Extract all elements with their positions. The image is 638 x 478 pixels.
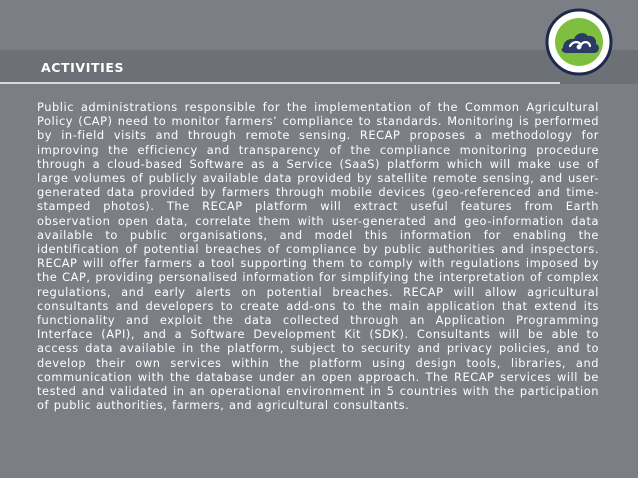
- activities-description: Public administrations responsible for the implementation of the Common Agricultural Policy (CAP) need to monitor farmers’ compliance to standards. Monitoring is performed by in-field visits and through remote sensing. RECAP proposes a methodology for improving the efficiency and transparency of the compliance monitoring procedure through a cloud-based Software as a Service (SaaS) platform which will make use of large volumes of publicly available data provided by satellite remote sensing, and user-generated data provided by farmers through mobile devices (geo-referenced and time-stamped photos). The RECAP platform will extract useful features from Earth observation open data, correlate them with user-generated and geo-information data available to public organisations, and model this information for enabling the identification of potential breaches of compliance by public authorities and inspectors. RECAP will offer farmers a tool supporting them to comply with regulations imposed by the CAP, providing personalised information for simplifying the interpretation of complex regulations, and early alerts on potential breaches. RECAP will allow agricultural consultants and developers to create add-ons to the main application that extend its functionality and exploit the data collected through an Application Programming Interface (API), and a Software Development Kit (SDK). Consultants will be able to access data available in the platform, subject to security and privacy policies, and to develop their own services within the platform using design tools, libraries, and communication with the database under an open approach. The RECAP services will be tested and validated in an operational environment in 5 countries with the participation of public authorities, farmers, and agricultural consultants.: [37, 100, 599, 413]
- section-heading: ACTIVITIES: [41, 60, 125, 75]
- header-divider: [0, 82, 560, 84]
- recap-logo-icon: [545, 8, 613, 76]
- recap-logo-graphic: [545, 8, 613, 76]
- logo-dot: [577, 45, 582, 50]
